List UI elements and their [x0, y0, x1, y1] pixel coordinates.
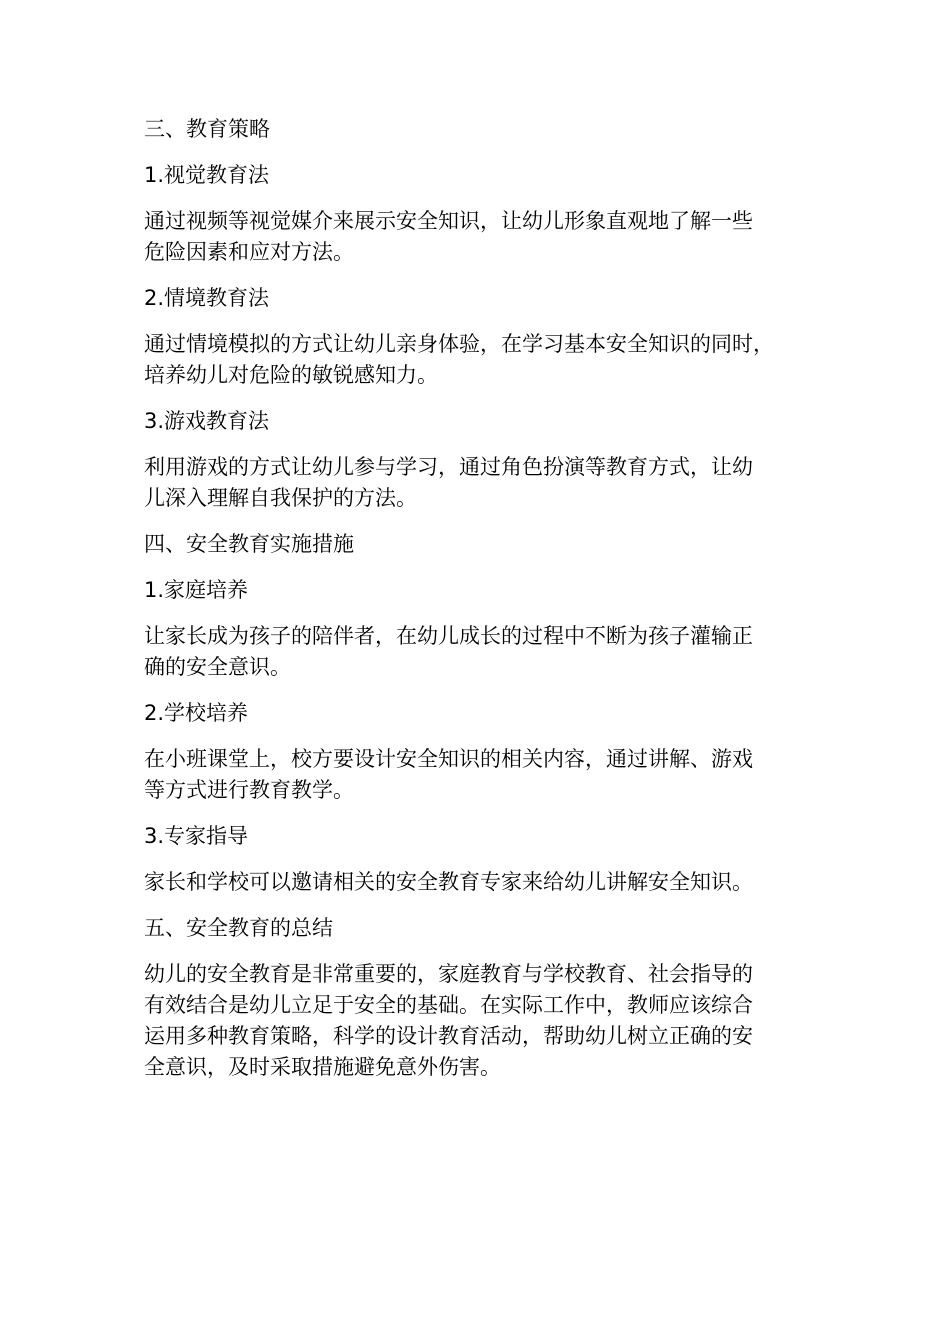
paragraph — [144, 283, 816, 314]
paragraph — [144, 913, 816, 944]
paragraph — [144, 114, 816, 145]
text-line: 等方式进行教育教学。 — [144, 778, 354, 802]
text-line: 通过视频等视觉媒介来展示安全知识，让幼儿形象直观地了解一些 — [144, 209, 753, 233]
text-line: 3.游戏教育法 — [144, 409, 270, 433]
text-line: 在小班课堂上，校方要设计安全知识的相关内容，通过讲解、游戏 — [144, 747, 753, 771]
text-line: 确的安全意识。 — [144, 655, 291, 679]
paragraph — [144, 529, 816, 560]
paragraph — [144, 698, 816, 729]
text-line: 儿深入理解自我保护的方法。 — [144, 486, 417, 510]
paragraph — [144, 452, 816, 514]
text-line: 五、安全教育的总结 — [144, 916, 333, 940]
text-line: 幼儿的安全教育是非常重要的，家庭教育与学校教育、社会指导的 — [144, 962, 753, 986]
text-line: 运用多种教育策略，科学的设计教育活动，帮助幼儿树立正确的安 — [144, 1024, 753, 1048]
paragraph — [144, 821, 816, 852]
paragraph — [144, 621, 816, 683]
document-body — [144, 114, 816, 1098]
text-line: 家长和学校可以邀请相关的安全教育专家来给幼儿讲解安全知识。 — [144, 870, 753, 894]
text-line: 2.情境教育法 — [144, 286, 270, 310]
paragraph — [144, 206, 816, 268]
paragraph — [144, 406, 816, 437]
text-line: 四、安全教育实施措施 — [144, 532, 354, 556]
text-line: 让家长成为孩子的陪伴者，在幼儿成长的过程中不断为孩子灌输正 — [144, 624, 753, 648]
text-line: 全意识，及时采取措施避免意外伤害。 — [144, 1055, 501, 1079]
paragraph — [144, 744, 816, 806]
text-line: 有效结合是幼儿立足于安全的基础。在实际工作中，教师应该综合 — [144, 993, 753, 1017]
text-line: 三、教育策略 — [144, 117, 270, 141]
text-line: 2.学校培养 — [144, 701, 249, 725]
text-line: 利用游戏的方式让幼儿参与学习，通过角色扮演等教育方式，让幼 — [144, 455, 753, 479]
text-line: 通过情境模拟的方式让幼儿亲身体验，在学习基本安全知识的同时， — [144, 332, 774, 356]
text-line: 危险因素和应对方法。 — [144, 240, 354, 264]
text-line: 1.视觉教育法 — [144, 163, 270, 187]
text-line: 培养幼儿对危险的敏锐感知力。 — [144, 363, 438, 387]
paragraph — [144, 329, 816, 391]
paragraph — [144, 959, 816, 1083]
text-line: 3.专家指导 — [144, 824, 249, 848]
paragraph — [144, 575, 816, 606]
paragraph — [144, 160, 816, 191]
paragraph — [144, 867, 816, 898]
text-line: 1.家庭培养 — [144, 578, 249, 602]
